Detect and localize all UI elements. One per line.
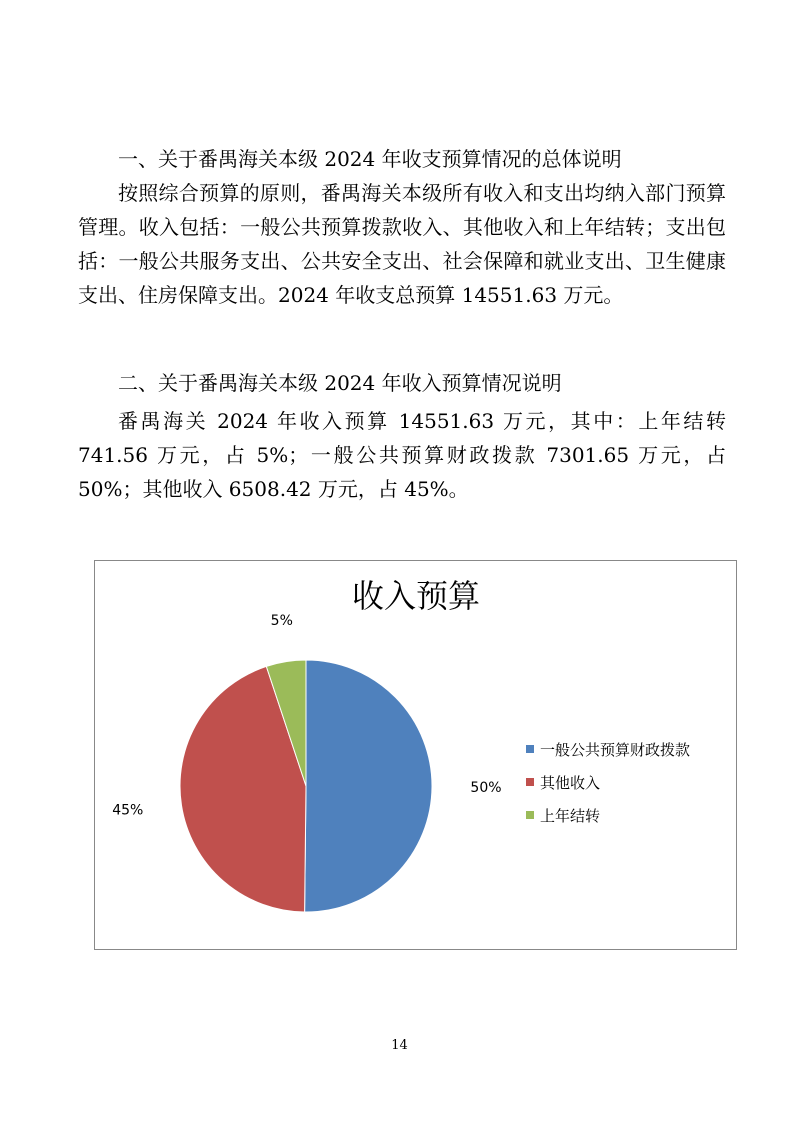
chart-title: 收入预算 <box>351 577 481 615</box>
legend-label-2: 上年结转 <box>540 807 601 825</box>
page-number: 14 <box>391 1038 408 1053</box>
pie-chart-canvas <box>95 561 738 951</box>
pie-slices <box>180 660 432 912</box>
legend-swatch-1 <box>526 778 534 786</box>
pie-slice-label-1: 45% <box>112 802 144 819</box>
legend-label-0: 一般公共预算财政拨款 <box>540 741 691 759</box>
section1-title: 一、关于番禺海关本级 2024 年收支预算情况的总体说明 <box>118 147 622 171</box>
income-pie-chart <box>94 560 737 950</box>
section2-body: 番禺海关 2024 年收入预算 14551.63 万元，其中：上年结转 741.56 万元，占 5%；一般公共预算财政拨款 7301.65 万元，占 50%；其他收入 6508.42 万元，占 45%。 <box>78 409 726 501</box>
chart-legend <box>526 741 690 825</box>
section2-title: 二、关于番禺海关本级 2024 年收入预算情况说明 <box>118 371 562 395</box>
pie-slice-label-0: 50% <box>470 779 502 796</box>
legend-label-1: 其他收入 <box>540 774 601 792</box>
section1-body: 按照综合预算的原则，番禺海关本级所有收入和支出均纳入部门预算管理。收入包括：一般公共预算拨款收入、其他收入和上年结转；支出包括：一般公共服务支出、公共安全支出、社会保障和就业支出、卫生健康支出、住房保障支出。2024 年收支总预算 14551.63 万元。 <box>78 181 726 307</box>
legend-swatch-2 <box>526 811 534 819</box>
pie-slice-label-2: 5% <box>270 612 293 629</box>
pie-slice-0 <box>305 660 432 912</box>
legend-swatch-0 <box>526 745 534 753</box>
